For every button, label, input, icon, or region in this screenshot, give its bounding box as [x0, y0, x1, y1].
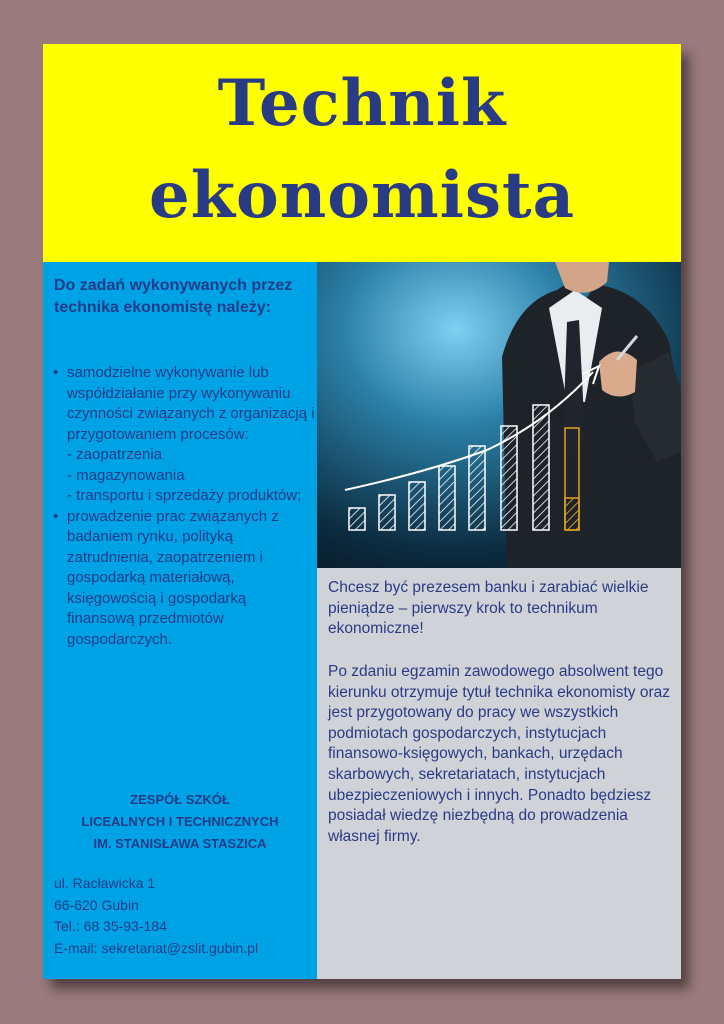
description-paragraph: Po zdaniu egzamin zawodowego absolwent tego kierunku otrzymuje tytuł technika ekonomisty oraz jest przygotowany do pracy we wszystkich podmiotach gospodarczych, instytucjach finansowo-księgowych, bankach, urzędach skarbowych, sekretariatach, instytucjach ubezpieczeniowych i innych. Ponadto będziesz posiadał wiedzę niezbędną do prowadzenia własnej firmy.	[328, 663, 671, 845]
duties-list	[53, 363, 315, 650]
list-item: - magazynowania	[67, 466, 185, 484]
school-name	[43, 789, 317, 855]
title-line-1: Technik	[217, 66, 507, 141]
contact-city: 66-620 Gubin	[54, 896, 139, 913]
title-line-2: ekonomista	[148, 158, 576, 233]
pitch-paragraph: Chcesz być prezesem banku i zarabiać wielkie pieniądze – pierwszy krok to technikum ekonomiczne!	[328, 579, 649, 638]
list-item: - zaopatrzenia	[67, 446, 163, 463]
contact-street: ul. Racławicka 1	[54, 875, 156, 891]
contact-phone: Tel.: 68 35-93-184	[54, 918, 167, 934]
duty-1-sublist	[67, 445, 315, 507]
businessman-drawing-growth-chart-icon	[317, 262, 681, 568]
header-banner	[43, 44, 681, 262]
list-item	[53, 507, 315, 651]
contact-info	[54, 873, 314, 959]
duty-1-text: samodzielne wykonywanie lub współdziałanie przy wykonywaniu czynności związanych z organizacją i przygotowaniem procesów:	[67, 364, 315, 443]
school-line-2: LICEALNYCH I TECHNICZNYCH	[81, 814, 279, 829]
left-column	[43, 262, 317, 979]
right-column-text	[317, 568, 681, 979]
duty-2-text: prowadzenie prac związanych z badaniem rynku, polityką zatrudnienia, zaopatrzeniem i gospodarką materiałową, księgowością i gospodarką finansową przedmiotów gospodarczych.	[67, 507, 279, 648]
page-title	[43, 44, 681, 242]
contact-email[interactable]: E-mail: sekretariat@zslit.gubin.pl	[54, 939, 259, 956]
flyer-page	[43, 44, 681, 979]
duties-intro: Do zadań wykonywanych przez technika ekonomistę należy:	[54, 277, 293, 316]
list-item: - transportu i sprzedaży produktów;	[67, 487, 302, 504]
school-line-3: IM. STANISŁAWA STASZICA	[93, 836, 267, 851]
list-item	[53, 363, 315, 507]
businessman-chart-photo	[317, 262, 681, 568]
school-line-1: ZESPÓŁ SZKÓŁ	[130, 792, 230, 807]
